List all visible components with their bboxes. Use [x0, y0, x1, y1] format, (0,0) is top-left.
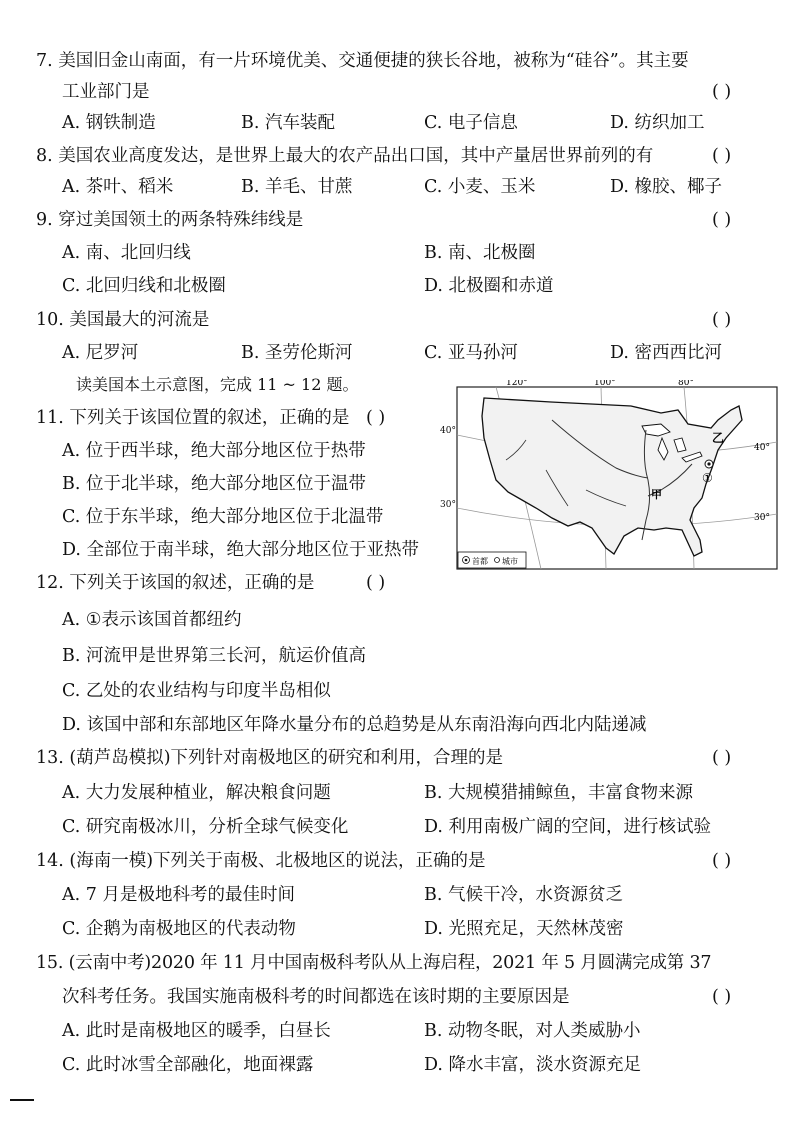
q14-option-a[interactable]: A. 7 月是极地科考的最佳时间: [62, 885, 295, 905]
lon-label-100: 100°: [594, 380, 616, 388]
q13-option-c[interactable]: C. 研究南极冰川，分析全球气候变化: [62, 817, 349, 837]
q15-option-c[interactable]: C. 此时冰雪全部融化，地面裸露: [62, 1055, 314, 1075]
q14-option-b[interactable]: B. 气候干冷，水资源贫乏: [424, 885, 623, 905]
lat-label-30-right: 30°: [754, 513, 770, 523]
lon-label-80: 80°: [678, 380, 694, 388]
city-label-1: ①: [702, 471, 713, 485]
q15-option-a[interactable]: A. 此时是南极地区的暖季，白昼长: [62, 1021, 331, 1041]
us-mainland-map: [456, 380, 778, 570]
q9-option-d[interactable]: D. 北极圈和赤道: [424, 276, 554, 296]
q8-stem: 8. 美国农业高度发达，是世界上最大的农产品出口国，其中产量居世界前列的有: [36, 146, 654, 166]
q15-option-d[interactable]: D. 降水丰富，淡水资源充足: [424, 1055, 642, 1075]
q11-stem: 11. 下列关于该国位置的叙述，正确的是: [36, 408, 350, 428]
q7-option-d[interactable]: D. 纺织加工: [610, 113, 705, 133]
q12-option-d[interactable]: D. 该国中部和东部地区年降水量分布的总趋势是从东南沿海向西北内陆递减: [62, 715, 647, 735]
q11-option-a[interactable]: A. 位于西半球，绝大部分地区位于热带: [62, 441, 366, 461]
q10-option-a[interactable]: A. 尼罗河: [62, 343, 139, 363]
q13-option-d[interactable]: D. 利用南极广阔的空间，进行核试验: [424, 817, 712, 837]
q12-option-b[interactable]: B. 河流甲是世界第三长河，航运价值高: [62, 646, 366, 666]
q15-answer-bracket[interactable]: ( ): [712, 987, 732, 1007]
q14-option-d[interactable]: D. 光照充足，天然林茂密: [424, 919, 624, 939]
q11-option-c[interactable]: C. 位于东半球，绝大部分地区位于北温带: [62, 507, 384, 527]
q8-option-a[interactable]: A. 茶叶、稻米: [62, 177, 174, 197]
q15-stem-line2: 次科考任务。我国实施南极科考的时间都选在该时期的主要原因是: [62, 987, 570, 1007]
q14-answer-bracket[interactable]: ( ): [712, 851, 732, 871]
lon-label-120: 120°: [506, 380, 528, 388]
region-label-yi: 乙: [712, 431, 725, 445]
q10-answer-bracket[interactable]: ( ): [712, 310, 732, 330]
q15-stem-line1: 15. (云南中考)2020 年 11 月中国南极科考队从上海启程，2021 年 5 月圆满完成第 37: [36, 953, 712, 973]
q13-option-b[interactable]: B. 大规模猎捕鲸鱼，丰富食物来源: [424, 783, 693, 803]
river-label-jia: 甲: [651, 488, 662, 501]
q9-answer-bracket[interactable]: ( ): [712, 210, 732, 230]
q8-option-c[interactable]: C. 小麦、玉米: [424, 177, 536, 197]
q8-option-b[interactable]: B. 羊毛、甘蔗: [241, 177, 353, 197]
q10-option-c[interactable]: C. 亚马孙河: [424, 343, 518, 363]
q9-option-b[interactable]: B. 南、北极圈: [424, 243, 536, 263]
lat-label-40-left: 40°: [440, 426, 456, 436]
q12-stem: 12. 下列关于该国的叙述，正确的是: [36, 573, 315, 593]
q14-stem: 14. (海南一模)下列关于南极、北极地区的说法，正确的是: [36, 851, 486, 871]
q7-stem-line1: 7. 美国旧金山南面，有一片环境优美、交通便捷的狭长谷地，被称为“硅谷”。其主要: [36, 51, 689, 71]
q10-stem: 10. 美国最大的河流是: [36, 310, 210, 330]
q13-option-a[interactable]: A. 大力发展种植业，解决粮食问题: [62, 783, 331, 803]
q12-answer-bracket[interactable]: ( ): [366, 573, 386, 593]
q15-option-b[interactable]: B. 动物冬眠，对人类威胁小: [424, 1021, 641, 1041]
q11-option-d[interactable]: D. 全部位于南半球，绝大部分地区位于亚热带: [62, 540, 420, 560]
legend-capital-icon-dot: [465, 559, 468, 562]
q9-stem: 9. 穿过美国领土的两条特殊纬线是: [36, 210, 304, 230]
legend-city-label: 城市: [502, 557, 518, 566]
q9-option-a[interactable]: A. 南、北回归线: [62, 243, 191, 263]
lat-label-40-right: 40°: [754, 443, 770, 453]
q7-stem-line2: 工业部门是: [62, 82, 150, 102]
map-reading-intro: 读美国本土示意图，完成 11 ~ 12 题。: [76, 375, 359, 394]
us-map-svg: [456, 380, 778, 570]
q13-stem: 13. (葫芦岛模拟)下列针对南极地区的研究和利用，合理的是: [36, 748, 504, 768]
q7-option-a[interactable]: A. 钢铁制造: [62, 113, 156, 133]
legend-capital-label: 首都: [472, 557, 488, 566]
page-footer-dash: [10, 1099, 34, 1101]
q9-option-c[interactable]: C. 北回归线和北极圈: [62, 276, 226, 296]
q8-option-d[interactable]: D. 橡胶、椰子: [610, 177, 723, 197]
q14-option-c[interactable]: C. 企鹅为南极地区的代表动物: [62, 919, 296, 939]
q7-answer-bracket[interactable]: ( ): [712, 82, 732, 102]
q11-answer-bracket[interactable]: ( ): [366, 408, 386, 428]
q7-option-b[interactable]: B. 汽车装配: [241, 113, 335, 133]
q12-option-c[interactable]: C. 乙处的农业结构与印度半岛相似: [62, 681, 331, 701]
legend-city-icon: [495, 558, 500, 563]
capital-marker-dot: [707, 462, 710, 465]
q13-answer-bracket[interactable]: ( ): [712, 748, 732, 768]
q11-option-b[interactable]: B. 位于北半球，绝大部分地区位于温带: [62, 474, 366, 494]
q12-option-a[interactable]: A. ①表示该国首都纽约: [62, 610, 242, 630]
q8-answer-bracket[interactable]: ( ): [712, 146, 732, 166]
q10-option-b[interactable]: B. 圣劳伦斯河: [241, 343, 353, 363]
lat-label-30-left: 30°: [440, 500, 456, 510]
q10-option-d[interactable]: D. 密西西比河: [610, 343, 723, 363]
q7-option-c[interactable]: C. 电子信息: [424, 113, 518, 133]
